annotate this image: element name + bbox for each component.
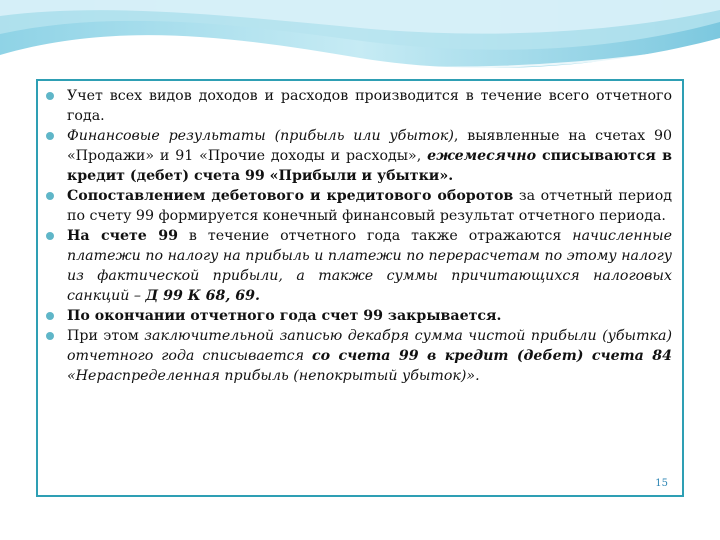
bullet-text: Учет всех видов доходов и расходов производится в течение всего отчетного года. bbox=[67, 88, 672, 124]
bullet-text: ежемесячно bbox=[427, 148, 537, 164]
bullet-icon bbox=[46, 232, 54, 240]
bullet-list bbox=[46, 86, 672, 386]
bullet-item bbox=[46, 226, 672, 306]
bullet-text: Сопоставлением дебетового и кредитового оборотов bbox=[67, 188, 514, 204]
bullet-item bbox=[46, 306, 672, 326]
bullet-icon bbox=[46, 192, 54, 200]
bullet-text: в течение отчетного года также отражаются bbox=[177, 228, 573, 244]
bullet-icon bbox=[46, 92, 54, 100]
bullet-text: , выявленные на счетах 90 «Продажи» и 91 «Прочие доходы и расходы», bbox=[67, 128, 672, 164]
bullet-text: При этом bbox=[67, 328, 145, 344]
bullet-text: Д 99 К 68, 69. bbox=[145, 288, 260, 304]
bullet-icon bbox=[46, 132, 54, 140]
bullet-text: «Нераспределенная прибыль (непокрытый убыток)». bbox=[67, 368, 480, 384]
bullet-text: начисленные платежи по налогу на прибыль и платежи по перерасчетам по этому налогу из фактической прибыли, а также суммы причитающихся налоговых санкций – bbox=[67, 228, 673, 304]
bullet-icon bbox=[46, 312, 54, 320]
bullet-text: Финансовые результаты (прибыль или убыток) bbox=[67, 128, 454, 144]
bullet-item bbox=[46, 86, 672, 126]
header-wave-decoration bbox=[0, 0, 720, 80]
bullet-item bbox=[46, 186, 672, 226]
bullet-text: за отчетный период по счету 99 формируется конечный финансовый результат отчетного периода. bbox=[67, 188, 672, 224]
bullet-text: списываются в кредит (дебет) счета 99 «Прибыли и убытки». bbox=[67, 148, 673, 184]
bullet-item bbox=[46, 326, 672, 386]
bullet-item bbox=[46, 126, 672, 186]
bullet-text: со счета 99 в кредит (дебет) счета 84 bbox=[311, 348, 672, 364]
page-number: 15 bbox=[655, 478, 668, 489]
content-frame bbox=[36, 79, 684, 497]
bullet-text: заключительной записью декабря сумма чистой прибыли (убытка) отчетного года списывается bbox=[67, 328, 672, 364]
bullet-icon bbox=[46, 332, 54, 340]
bullet-text: На счете 99 bbox=[67, 228, 178, 244]
bullet-text: По окончании отчетного года счет 99 закрывается. bbox=[67, 308, 502, 324]
